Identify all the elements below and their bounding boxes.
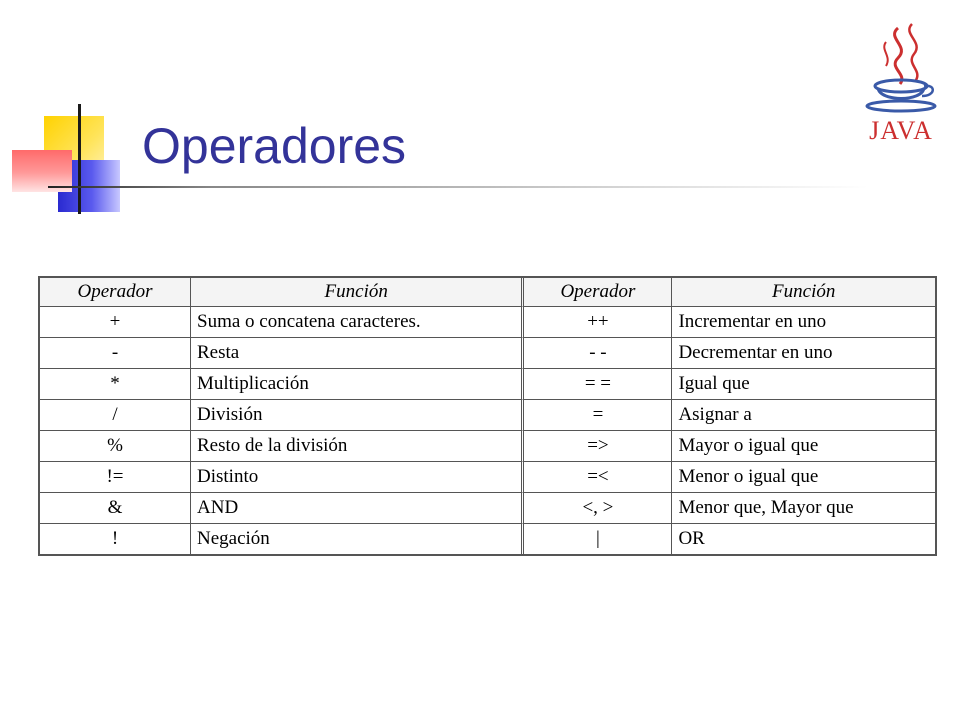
table-row	[40, 337, 935, 368]
operator-cell: =>	[521, 430, 671, 461]
operator-cell: *	[40, 368, 190, 399]
operator-cell: =	[521, 399, 671, 430]
function-cell: Resta	[190, 337, 521, 368]
table-row	[40, 399, 935, 430]
function-cell: Igual que	[671, 368, 935, 399]
function-cell: División	[190, 399, 521, 430]
table-header-row	[40, 278, 935, 306]
java-logo-text: JAVA	[869, 116, 933, 145]
operator-cell: =<	[521, 461, 671, 492]
operator-cell: <, >	[521, 492, 671, 523]
operators-table	[38, 276, 937, 556]
header-operator-1: Operador	[40, 278, 190, 306]
operator-cell: |	[521, 523, 671, 554]
java-logo	[858, 20, 944, 158]
header-operator-2: Operador	[521, 278, 671, 306]
operator-cell: = =	[521, 368, 671, 399]
decor-vertical-line	[78, 104, 81, 214]
function-cell: Decrementar en uno	[671, 337, 935, 368]
table-row	[40, 492, 935, 523]
operator-cell: ++	[521, 306, 671, 337]
coffee-cup-icon	[858, 20, 944, 116]
operator-cell: !	[40, 523, 190, 554]
header-function-2: Función	[671, 278, 935, 306]
function-cell: Multiplicación	[190, 368, 521, 399]
table-row	[40, 461, 935, 492]
function-cell: Menor que, Mayor que	[671, 492, 935, 523]
function-cell: Resto de la división	[190, 430, 521, 461]
slide-title: Operadores	[142, 118, 407, 174]
title-underline	[48, 186, 868, 188]
table-row	[40, 306, 935, 337]
function-cell: OR	[671, 523, 935, 554]
operator-cell: !=	[40, 461, 190, 492]
operator-cell: +	[40, 306, 190, 337]
operator-cell: %	[40, 430, 190, 461]
function-cell: Mayor o igual que	[671, 430, 935, 461]
header-function-1: Función	[190, 278, 521, 306]
function-cell: Asignar a	[671, 399, 935, 430]
operator-cell: -	[40, 337, 190, 368]
function-cell: AND	[190, 492, 521, 523]
function-cell: Menor o igual que	[671, 461, 935, 492]
function-cell: Suma o concatena caracteres.	[190, 306, 521, 337]
table-row	[40, 523, 935, 554]
function-cell: Negación	[190, 523, 521, 554]
table-row	[40, 368, 935, 399]
function-cell: Distinto	[190, 461, 521, 492]
operator-cell: - -	[521, 337, 671, 368]
operator-cell: /	[40, 399, 190, 430]
table-row	[40, 430, 935, 461]
operator-cell: &	[40, 492, 190, 523]
function-cell: Incrementar en uno	[671, 306, 935, 337]
